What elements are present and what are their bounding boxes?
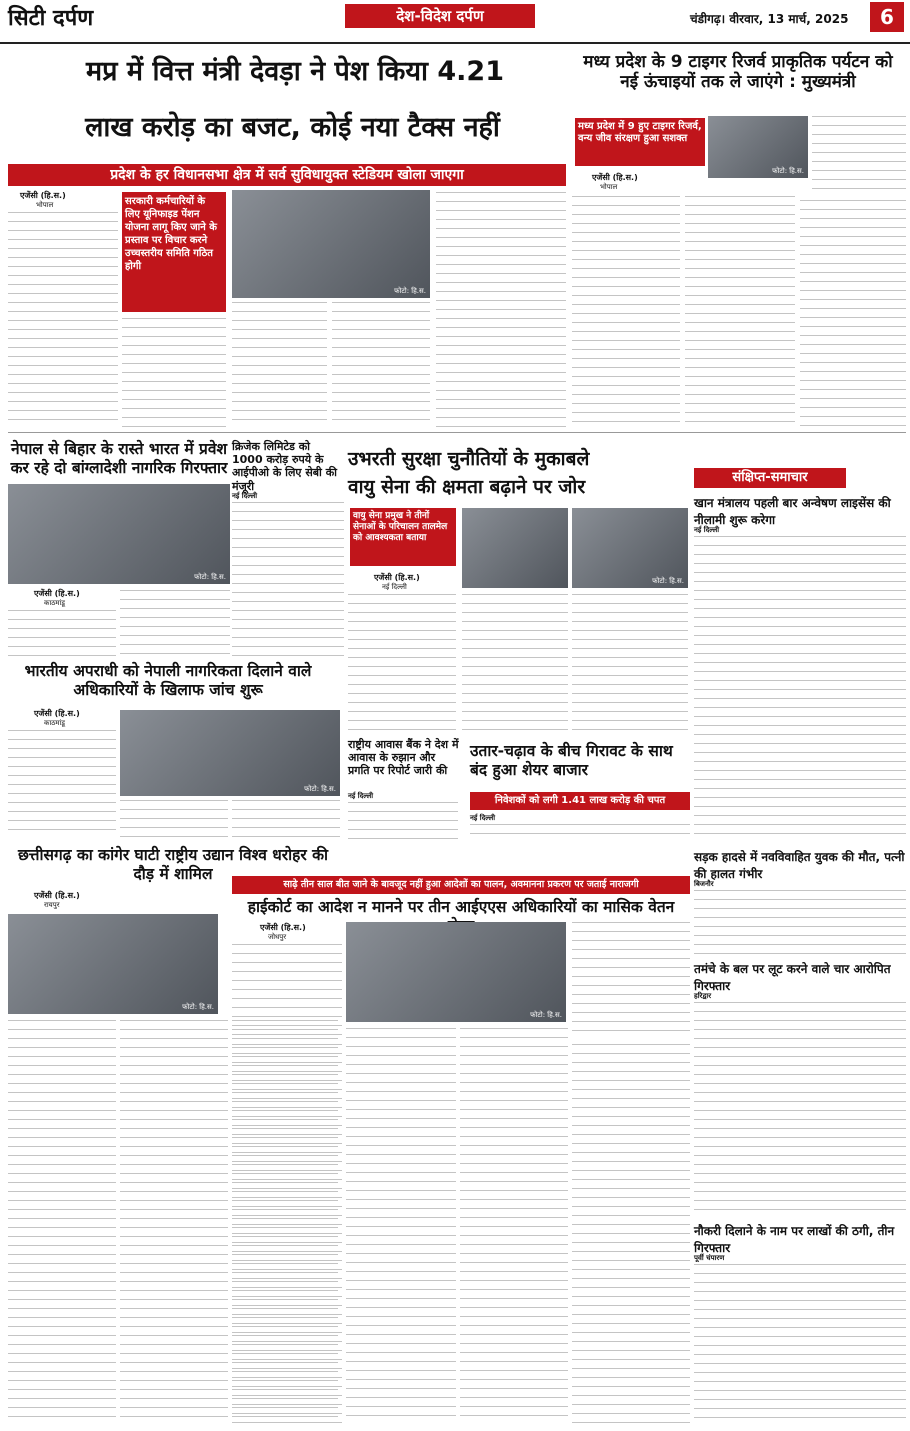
- market-headline: उतार-चढ़ाव के बीच गिरावट के साथ बंद हुआ शेयर बाजार: [470, 742, 673, 779]
- tiger-column-1: [572, 196, 680, 428]
- crisil-dateline: नई दिल्ली: [232, 492, 258, 500]
- lead-column-4: [332, 302, 430, 428]
- market-banner: निवेशकों को लगी 1.41 लाख करोड़ की चपत: [470, 792, 690, 810]
- newspaper-logo: सिटी दर्पण: [8, 5, 94, 31]
- chhattisgarh-byline: एजेंसी (हि.स.): [34, 891, 80, 900]
- brief-1-dateline: नई दिल्ली: [694, 526, 720, 534]
- criminal-column-2: [120, 800, 228, 840]
- tiger-dateline: भोपाल: [600, 183, 618, 191]
- highcourt-column-6: [232, 1044, 342, 1424]
- nepal-photo: फोटो: हि.स.: [8, 484, 230, 584]
- criminal-dateline: काठमांडू: [44, 719, 65, 727]
- airforce-headline-1: उभरती सुरक्षा चुनौतियों के मुकाबले: [348, 448, 590, 470]
- tiger-highlight: मध्य प्रदेश में 9 हुए टाइगर रिजर्व, वन्य जीव संरक्षण हुआ सशक्त: [575, 118, 705, 166]
- brief-1-headline: खान मंत्रालय पहली बार अन्वेषण लाइसेंस की नीलामी शुरू करेगा: [694, 496, 891, 527]
- briefs-title: संक्षिप्त-समाचार: [694, 468, 846, 488]
- brief-3-text: [694, 1002, 906, 1216]
- airforce-headline-2: वायु सेना की क्षमता बढ़ाने पर जोर: [348, 476, 586, 498]
- criminal-byline: एजेंसी (हि.स.): [34, 709, 80, 718]
- lead-column-5: [436, 192, 566, 428]
- brief-4-dateline: पूर्वी चंपारण: [694, 1254, 725, 1262]
- lead-photo: फोटो: हि.स.: [232, 190, 430, 298]
- airforce-byline: एजेंसी (हि.स.): [374, 573, 420, 582]
- highcourt-column-1: [232, 944, 342, 1038]
- crisil-column: [232, 502, 344, 658]
- issue-dateline: चंडीगढ़। वीरवार, 13 मार्च, 2025: [690, 12, 849, 26]
- lead-headline-1: मप्र में वित्त मंत्री देवड़ा ने पेश किया 4.21: [85, 56, 505, 87]
- highcourt-banner: साढ़े तीन साल बीत जाने के बावजूद नहीं हुआ आदेशों का पालन, अवमानना प्रकरण पर जताई नाराजगी: [232, 876, 690, 894]
- brief-4-headline: नौकरी दिलाने के नाम पर लाखों की ठगी, तीन गिरफ्तार: [694, 1224, 895, 1255]
- highcourt-column-2: [572, 922, 690, 1038]
- brief-2-dateline: बिजनौर: [694, 880, 714, 888]
- criminal-photo: फोटो: हि.स.: [120, 710, 340, 796]
- highcourt-byline: एजेंसी (हि.स.): [260, 923, 306, 932]
- lead-dateline: भोपाल: [36, 201, 54, 209]
- lead-column-2: [122, 318, 226, 428]
- tiger-photo: फोटो: हि.स.: [708, 116, 808, 178]
- brief-3-headline: तमंचे के बल पर लूट करने वाले चार आरोपित गिरफ्तार: [694, 962, 891, 993]
- brief-2-text: [694, 890, 906, 954]
- brief-4-text: [694, 1264, 906, 1424]
- tiger-column-right: [812, 116, 906, 196]
- crisil-headline: क्रिजेक लिमिटेड को 1000 करोड़ रुपये के आईपीओ के लिए सेबी की मंजूरी: [232, 440, 338, 493]
- highcourt-headline: हाईकोर्ट का आदेश न मानने पर तीन आईएएस अधिकारियों का मासिक वेतन: [247, 898, 675, 916]
- page-number: 6: [870, 2, 904, 32]
- airforce-highlight: वायु सेना प्रमुख ने तीनों सेनाओं के परिचालन तालमेल को आवश्यकता बताया: [350, 508, 456, 566]
- highcourt-column-4: [460, 1028, 568, 1424]
- lead-highlight-box: सरकारी कर्मचारियों के लिए यूनिफाइड पेंशन योजना लागू किए जाने के प्रस्ताव पर विचार करने उच्चस्तरीय समिति गठित होगी: [122, 192, 226, 312]
- airforce-photo-1: [462, 508, 568, 588]
- airforce-column-2: [462, 594, 568, 734]
- divider: [8, 432, 906, 433]
- housing-dateline: नई दिल्ली: [348, 792, 374, 800]
- housing-column: [348, 802, 458, 840]
- criminal-headline: भारतीय अपराधी को नेपाली नागरिकता दिलाने वाले अधिकारियों के खिलाफ जांच शुरू: [24, 662, 312, 699]
- chhattisgarh-column-2: [120, 1020, 228, 1424]
- airforce-photo-2: फोटो: हि.स.: [572, 508, 688, 588]
- lead-headline-2: लाख करोड़ का बजट, कोई नया टैक्स नहीं: [85, 112, 500, 143]
- highcourt-photo: फोटो: हि.स.: [346, 922, 566, 1022]
- brief-2-headline: सड़क हादसे में नवविवाहित युवक की मौत, पत्नी की हालत गंभीर: [694, 850, 905, 881]
- highcourt-column-3: [346, 1028, 456, 1424]
- tiger-byline: एजेंसी (हि.स.): [592, 173, 638, 182]
- nepal-dateline: काठमांडू: [44, 599, 65, 607]
- chhattisgarh-headline: छत्तीसगढ़ का कांगेर घाटी राष्ट्रीय उद्यान विश्व धरोहर की दौड़ में शामिल: [17, 846, 329, 883]
- market-column: [470, 824, 690, 840]
- airforce-column-1: [348, 594, 456, 734]
- criminal-column-3: [232, 800, 340, 840]
- section-tag: देश-विदेश दर्पण: [345, 4, 535, 28]
- chhattisgarh-column-1: [8, 1020, 116, 1424]
- nepal-byline: एजेंसी (हि.स.): [34, 589, 80, 598]
- criminal-column-1: [8, 730, 116, 838]
- market-dateline: नई दिल्ली: [470, 814, 496, 822]
- lead-byline: एजेंसी (हि.स.): [20, 191, 66, 200]
- highcourt-column-5: [572, 1044, 690, 1424]
- chhattisgarh-dateline: रायपुर: [44, 901, 60, 909]
- nepal-column-1: [8, 610, 116, 658]
- brief-1-text: [694, 536, 906, 842]
- nepal-column-2: [120, 590, 230, 658]
- tiger-column-3: [800, 200, 906, 428]
- tiger-column-2: [685, 196, 795, 428]
- housing-headline: राष्ट्रीय आवास बैंक ने देश में आवास के रुझान और प्रगति पर रिपोर्ट जारी की: [348, 738, 459, 778]
- nepal-headline: नेपाल से बिहार के रास्ते भारत में प्रवेश कर रहे दो बांग्लादेशी नागरिक गिरफ्तार: [10, 440, 228, 477]
- lead-banner: प्रदेश के हर विधानसभा क्षेत्र में सर्व सुविधायुक्त स्टेडियम खोला जाएगा: [8, 164, 566, 186]
- chhattisgarh-photo: फोटो: हि.स.: [8, 914, 218, 1014]
- airforce-column-3: [572, 594, 688, 734]
- brief-3-dateline: हरिद्वार: [694, 992, 712, 1000]
- lead-column-1: [8, 212, 118, 427]
- tiger-headline: मध्य प्रदेश के 9 टाइगर रिजर्व प्राकृतिक पर्यटन को नई ऊंचाइयों तक ले जाएंगे : मुख्यमंत्री: [583, 52, 893, 93]
- highcourt-dateline: जोधपुर: [268, 933, 287, 941]
- lead-column-3: [232, 302, 327, 428]
- airforce-dateline: नई दिल्ली: [382, 583, 407, 591]
